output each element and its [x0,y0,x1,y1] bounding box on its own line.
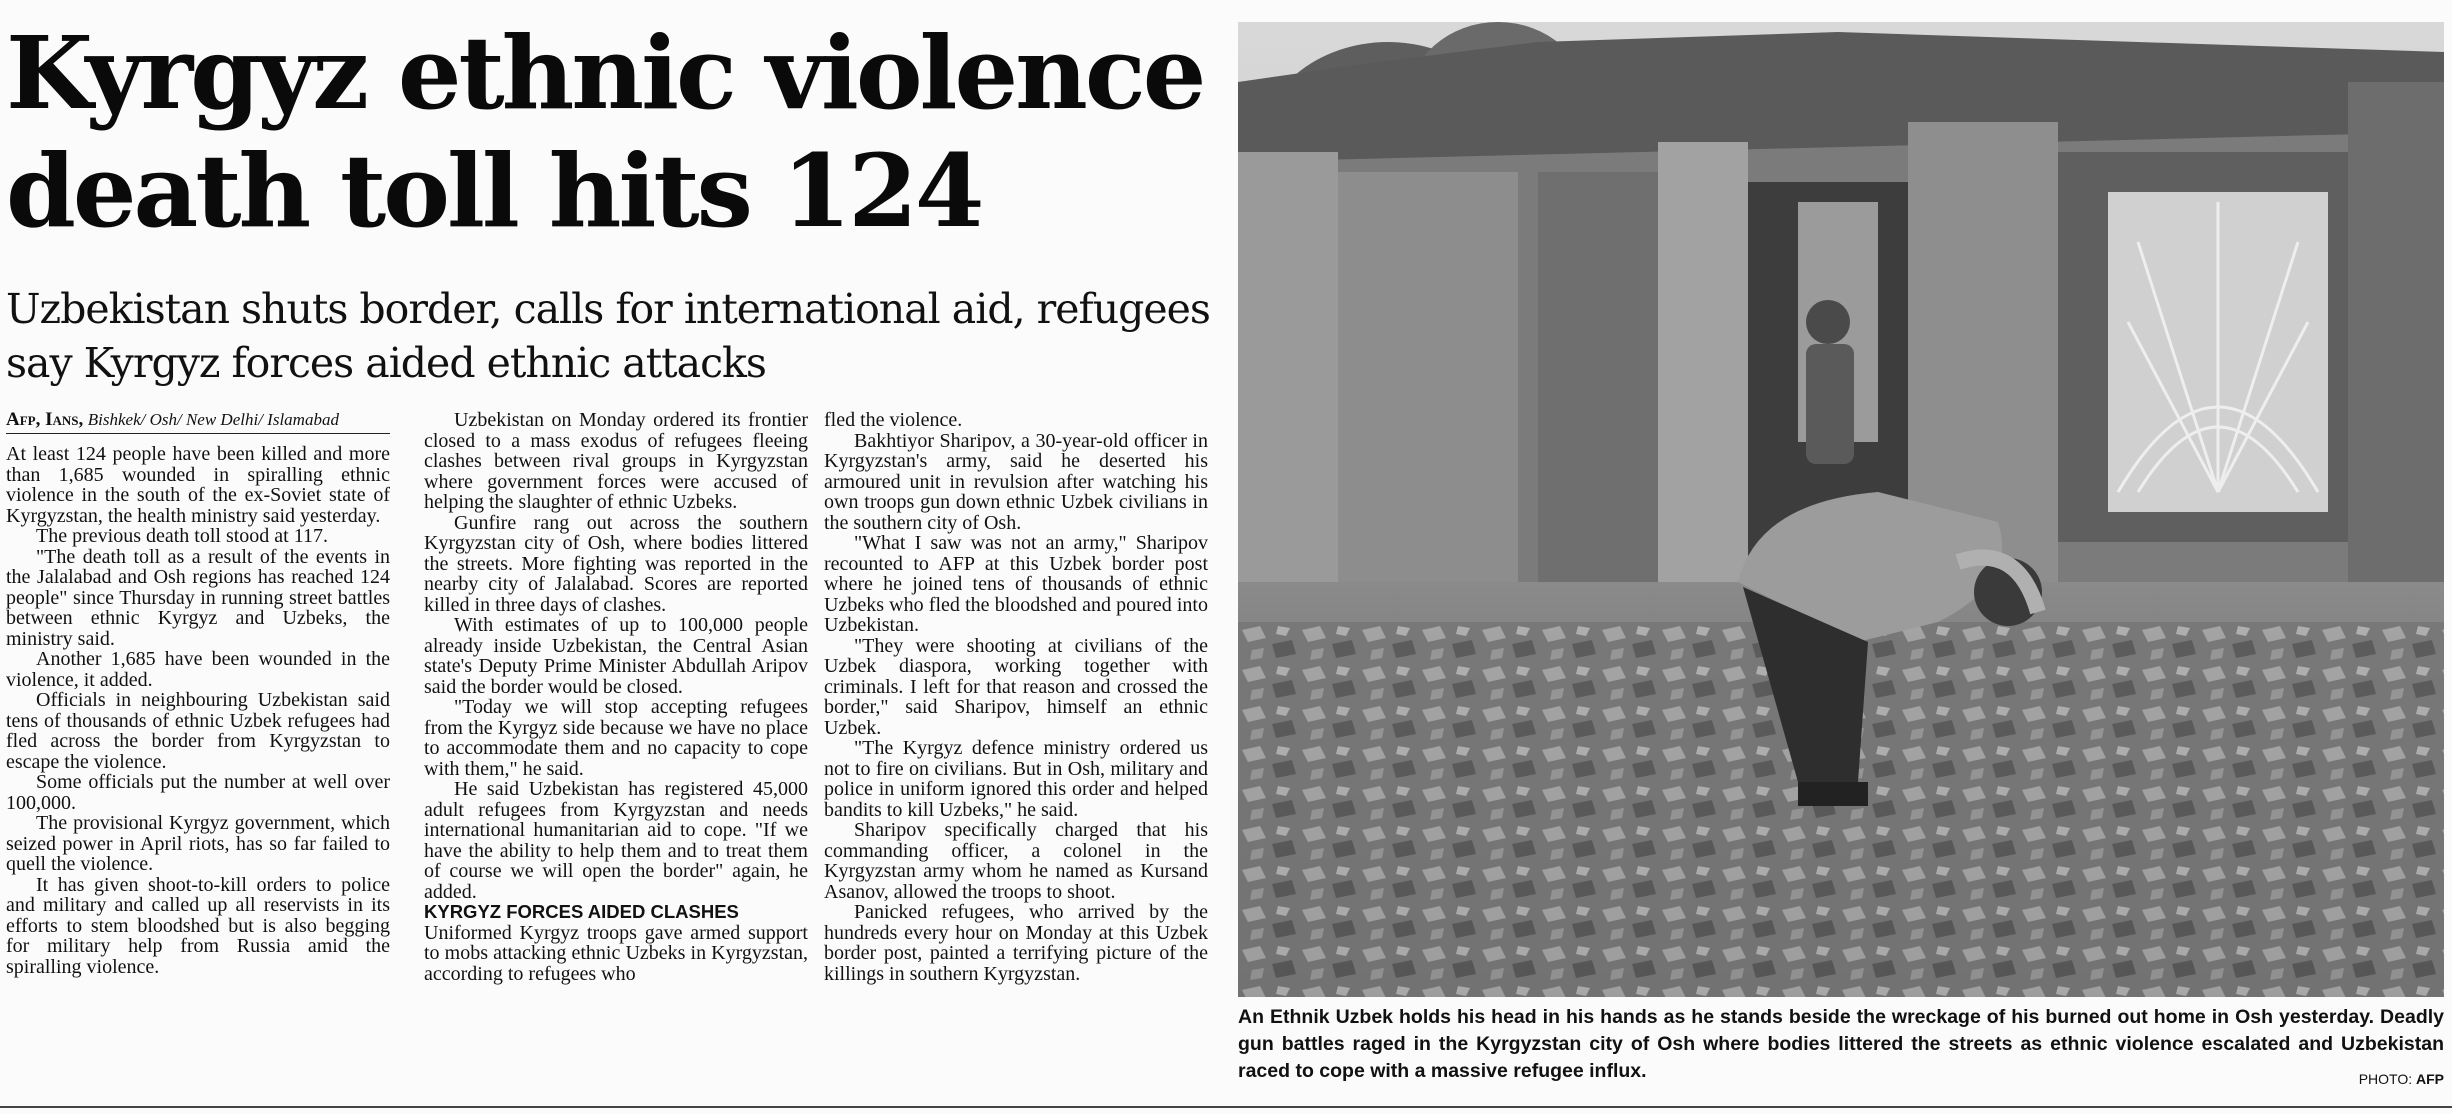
paragraph: Bakhtiyor Sharipov, a 30-year-old officer in Kyrgyzstan's army, said he deserted his armoured unit in revulsion after watching his own troops gun down ethnic Uzbek civilians in the southern city of Osh. [824,429,1208,534]
paragraph: "The Kyrgyz defence ministry ordered us not to fire on civilians. But in Osh, military and police in uniform ignored this order and helped bandits to kill Uzbeks," he said. [824,737,1208,821]
article-column-3 [824,410,1208,1100]
paragraph: The previous death toll stood at 117. [36,525,328,547]
paragraph: Uzbekistan on Monday ordered its frontier closed to a mass exodus of refugees fleeing clashes between rival groups in Kyrgyzstan where government forces were accused of helping the slaughter of ethnic Uzbeks. [424,410,808,513]
photo-caption: An Ethnik Uzbek holds his head in his hands as he stands beside the wreckage of his burned out home in Osh yesterday. Deadly gun battles raged in the Kyrgyzstan city of Osh where bodies littered the streets as ethnic violence escalated and Uzbekistan raced to cope with a massive refugee influx. [1238,1006,2444,1082]
paragraph: Some officials put the number at well over 100,000. [6,771,390,814]
headline-line-2: death toll hits 124 [6,132,982,250]
paragraph: The provisional Kyrgyz government, which seized power in April riots, has so far failed to quell the violence. [6,812,390,875]
article-column-2 [424,410,808,1100]
paragraph: He said Uzbekistan has registered 45,000 adult refugees from Kyrgyzstan and needs international humanitarian aid to cope. "If we have the ability to help them and to treat them of course we will open the border" again, he added. [424,778,808,903]
paragraph: Uniformed Kyrgyz troops gave armed support to mobs attacking ethnic Uzbeks in Kyrgyzstan, according to refugees who [424,921,808,985]
byline [6,410,390,434]
subheadline [6,282,1221,390]
paragraph: "Today we will stop accepting refugees from the Kyrgyz side because we have no place to accommodate them and no capacity to cope with them," he said. [424,696,808,780]
subheadline-line-2: say Kyrgyz forces aided ethnic attacks [6,339,766,387]
paragraph: Gunfire rang out across the southern Kyrgyzstan city of Osh, where bodies littered the streets. More fighting was reported in the nearby city of Jalalabad. Scores are reported killed in three days of clashes. [424,511,808,616]
paragraph: With estimates of up to 100,000 people already inside Uzbekistan, the Central Asian state's Deputy Prime Minister Abdullah Aripov said the border would be closed. [424,614,808,698]
paragraph: Sharipov specifically charged that his commanding officer, a colonel in the Kyrgyzstan army whom he named as Kursand Asanov, allowed the troops to shoot. [824,819,1208,903]
headline [6,14,1221,250]
photo-credit-source: AFP [2416,1071,2444,1087]
paragraph: fled the violence. [824,410,963,431]
article-column-1 [6,410,390,1100]
photo-illustration [1238,22,2444,997]
photo-credit-label: PHOTO: [2358,1071,2413,1087]
paragraph: Another 1,685 have been wounded in the violence, it added. [6,648,390,691]
bottom-rule [0,1106,2452,1108]
headline-line-1: Kyrgyz ethnic violence [6,14,1204,132]
paragraph: "They were shooting at civilians of the Uzbek diaspora, working together with criminals. I left for that reason and crossed the border," said Sharipov, himself an ethnic Uzbek. [824,634,1208,739]
photo-credit [2359,1071,2444,1087]
byline-agency: Afp, Ians, [6,410,84,430]
news-photo [1238,22,2444,997]
subheadline-line-1: Uzbekistan shuts border, calls for international aid, refugees [6,285,1210,333]
paragraph: "The death toll as a result of the events in the Jalalabad and Osh regions has reached 124 people" since Thursday in running street battles between ethnic Kyrgyz and Uzbeks, the ministry said. [6,545,390,650]
paragraph: It has given shoot-to-kill orders to police and military and called up all reservists in its efforts to stem bloodshed but is also begging for military help from Russia amid the spiralling violence. [6,873,390,978]
paragraph: Panicked refugees, who arrived by the hundreds every hour on Monday at this Uzbek border post, painted a terrifying picture of the killings in southern Kyrgyzstan. [824,901,1208,985]
section-subheading: KYRGYZ FORCES AIDED CLASHES [424,901,739,922]
paragraph: Officials in neighbouring Uzbekistan said tens of thousands of ethnic Uzbek refugees had fled across the border from Kyrgyzstan to escape the violence. [6,689,390,773]
paragraph: At least 124 people have been killed and more than 1,685 wounded in spiralling ethnic violence in the south of the ex-Soviet state of Kyrgyzstan, the health ministry said yesterday. [6,443,390,527]
byline-places: Bishkek/ Osh/ New Delhi/ Islamabad [87,410,339,429]
paragraph: "What I saw was not an army," Sharipov recounted to AFP at this Uzbek border post where he joined tens of thousands of ethnic Uzbeks who fled the bloodshed and poured into Uzbekistan. [824,532,1208,636]
